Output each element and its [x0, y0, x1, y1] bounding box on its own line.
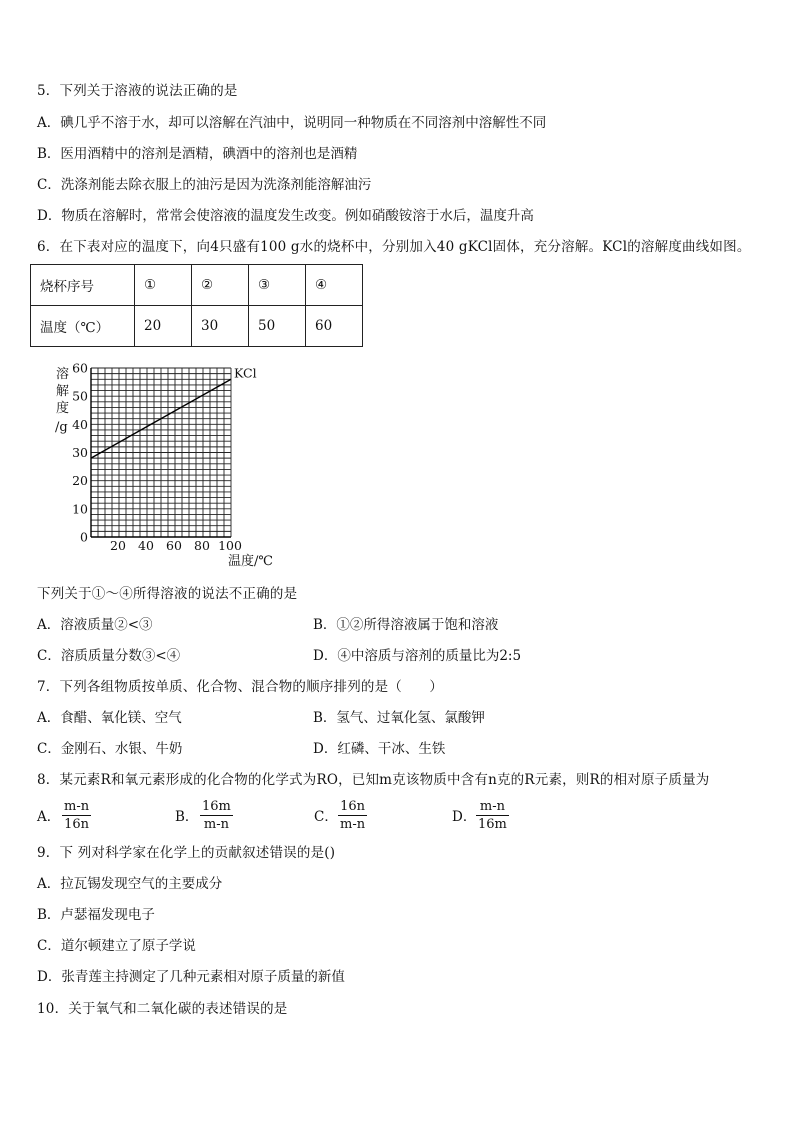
fraction-denominator: m-n: [203, 817, 229, 832]
x-tick-label: 100: [218, 538, 242, 553]
question-10-stem: 10．关于氧气和二氧化碳的表述错误的是: [37, 1001, 288, 1017]
q7-option-d: D．红磷、干冰、生铁: [313, 741, 446, 757]
q8-option-b-fraction: [200, 798, 233, 833]
x-tick-label: 20: [110, 538, 126, 553]
q9-option-b: B．卢瑟福发现电子: [37, 907, 155, 923]
table-cell: ①: [135, 265, 192, 306]
table-cell: 20: [135, 306, 192, 347]
chart-grid: [91, 368, 231, 537]
y-axis-label: 解: [56, 384, 70, 399]
q6-option-b: B．①②所得溶液属于饱和溶液: [313, 617, 499, 633]
q8-option-d-letter: D．: [452, 809, 477, 825]
y-tick-label: 60: [72, 360, 88, 376]
table-cell: 50: [249, 306, 306, 347]
q7-option-c: C．金刚石、水银、牛奶: [37, 741, 183, 757]
y-axis-label: 度: [56, 401, 70, 416]
q7-option-b: B．氢气、过氧化氢、氯酸钾: [313, 710, 485, 726]
q9-option-c: C．道尔顿建立了原子学说: [37, 938, 196, 954]
y-tick-label: 50: [72, 388, 88, 404]
x-tick-label: 80: [194, 538, 210, 553]
y-axis-label: 溶: [56, 367, 70, 382]
q5-option-a: A．碘几乎不溶于水，却可以溶解在汽油中，说明同一种物质在不同溶剂中溶解性不同: [37, 115, 547, 131]
table-cell: 烧杯序号: [31, 265, 135, 306]
y-tick-label: 0: [80, 529, 88, 545]
q5-option-d: D．物质在溶解时，常常会使溶液的温度发生改变。例如硝酸铵溶于水后，温度升高: [37, 208, 534, 224]
fraction-denominator: 16n: [64, 817, 89, 832]
y-tick-label: 10: [72, 501, 88, 517]
question-6-prompt: 下列关于①～④所得溶液的说法不正确的是: [37, 586, 298, 602]
question-9-stem: 9．下 列对科学家在化学上的贡献叙述错误的是(): [37, 845, 336, 861]
series-label-kcl: KCl: [234, 365, 257, 381]
y-axis-label: /g: [55, 420, 68, 435]
table-cell: ③: [249, 265, 306, 306]
q8-option-a-fraction: [62, 798, 91, 833]
table-cell: ④: [306, 265, 363, 306]
q8-option-c-letter: C．: [314, 809, 338, 825]
q6-option-d: D．④中溶质与溶剂的质量比为2:5: [313, 648, 522, 664]
q5-option-b: B．医用酒精中的溶剂是酒精，碘酒中的溶剂也是酒精: [37, 146, 358, 162]
x-axis-label: 温度/℃: [228, 554, 273, 569]
q8-option-c-fraction: [338, 798, 367, 833]
fraction-numerator: m-n: [64, 799, 90, 814]
q9-option-d: D．张青莲主持测定了几种元素相对原子质量的新值: [37, 969, 345, 985]
table-cell: 30: [192, 306, 249, 347]
x-tick-label: 40: [138, 538, 154, 553]
question-7-stem: 7．下列各组物质按单质、化合物、混合物的顺序排列的是（ ）: [37, 679, 444, 695]
table-cell: 60: [306, 306, 363, 347]
q8-option-b-letter: B．: [175, 809, 199, 825]
fraction-numerator: m-n: [476, 798, 509, 816]
question-6-stem: 6．在下表对应的温度下，向4只盛有100 g水的烧杯中，分别加入40 gKCl固体，充分溶解。KCl的溶解度曲线如图。: [37, 239, 751, 255]
x-tick-label: 60: [166, 538, 182, 553]
y-tick-label: 20: [72, 473, 88, 489]
fraction-numerator: 16m: [202, 799, 231, 814]
q8-option-d-fraction: [476, 798, 509, 833]
fraction-denominator: m-n: [340, 817, 366, 832]
q8-option-a-letter: A．: [37, 809, 61, 825]
q5-option-c: C．洗涤剂能去除衣服上的油污是因为洗涤剂能溶解油污: [37, 177, 372, 193]
q9-option-a: A．拉瓦锡发现空气的主要成分: [37, 876, 223, 892]
y-tick-label: 40: [72, 416, 88, 432]
y-tick-label: 30: [72, 445, 88, 460]
question-8-stem: 8．某元素R和氧元素形成的化合物的化学式为RO，已知m克该物质中含有n克的R元素，则R的相对原子质量为: [37, 772, 710, 788]
table-cell: 温度（℃）: [31, 306, 135, 347]
q6-option-c: C．溶质质量分数③<④: [37, 648, 181, 664]
q6-option-a: A．溶液质量②<③: [37, 617, 153, 633]
fraction-numerator: 16n: [338, 798, 367, 816]
q7-option-a: A．食醋、氧化镁、空气: [37, 710, 182, 726]
table-cell: ②: [192, 265, 249, 306]
fraction-denominator: 16m: [478, 817, 507, 832]
question-5-stem: 5．下列关于溶液的说法正确的是: [37, 83, 238, 99]
